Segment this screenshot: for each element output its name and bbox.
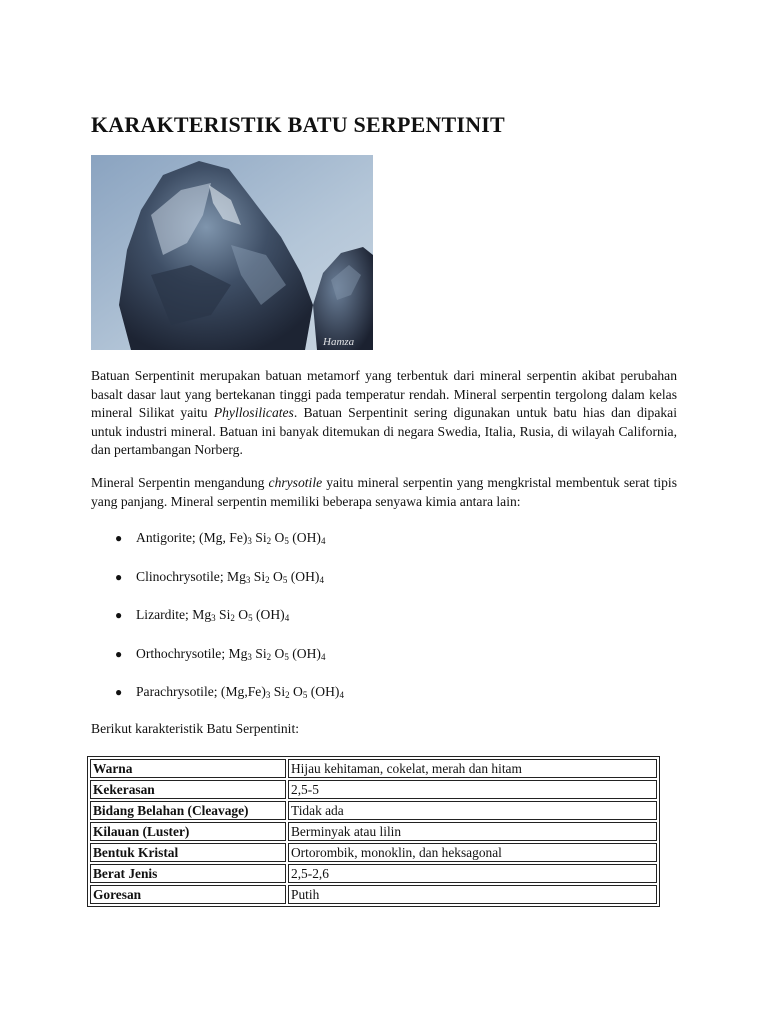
characteristics-table	[87, 756, 660, 907]
paragraph-intro-text-1: Batuan Serpentinit merupakan batuan metamorf yang terbentuk dari mineral serpentin akibat perubahan basalt dasar laut yang bertekanan tinggi pada temperatur rendah. Mineral serpentin tergolong dalam kelas mineral Silikat yaitu	[91, 368, 677, 420]
list-item: ● Antigorite; (Mg, $Fe)_3$ $Si_2$ $O_5$ $(OH)_4$	[115, 530, 326, 546]
list-item: ● Parachrysotile; $(Mg,Fe)_3$ $Si_2$ $O_5$ $(OH)_4$	[115, 684, 344, 700]
paragraph-mineral-text-2: yaitu mineral serpentin yang mengkristal membentuk serat tipis yang panjang. Mineral serpentin memiliki beberapa senyawa kimia antara lain:	[91, 475, 677, 509]
table-key: Kilauan (Luster)	[90, 822, 286, 841]
table-value: Hijau kehitaman, cokelat, merah dan hitam	[288, 759, 657, 778]
photo-watermark: Hamza	[323, 336, 355, 348]
paragraph-intro-text-2: . Batuan Serpentinit sering digunakan untuk batu hias dan dipakai untuk industri mineral. Batuan ini banyak ditemukan di negara Swedia, Italia, Rusia, di wilayah California, dan pertambangan Norberg.	[91, 405, 677, 457]
table-key: Goresan	[90, 885, 286, 904]
paragraph-intro	[91, 367, 677, 460]
table-value: Ortorombik, monoklin, dan heksagonal	[288, 843, 657, 862]
paragraph-mineral-italic: chrysotile	[268, 475, 323, 490]
table-row	[90, 759, 657, 778]
table-value: Tidak ada	[288, 801, 657, 820]
page-title: KARAKTERISTIK BATU SERPENTINIT	[91, 112, 505, 137]
table-row	[90, 843, 657, 862]
table-key: Bentuk Kristal	[90, 843, 286, 862]
table-row	[90, 801, 657, 820]
list-item: ● Orthochrysotile; $Mg_3$ $Si_2$ $O_5$ $(OH)_4$	[115, 645, 326, 662]
table-key: Kekerasan	[90, 780, 286, 799]
table-row	[90, 864, 657, 883]
list-item: ● Lizardite; $Mg_3$ $Si_2$ $O_5$ $(OH)_4$	[115, 607, 290, 623]
table-row	[90, 885, 657, 904]
list-item: ● Clinochrysotile; $Mg_3$ $Si_2$ $O_5$ $(OH)_4$	[115, 568, 324, 585]
table-intro: Berikut karakteristik Batu Serpentinit:	[91, 721, 300, 736]
serpentinite-photo	[91, 155, 373, 350]
table-key: Bidang Belahan (Cleavage)	[90, 801, 286, 820]
bullet-icon: ●	[115, 608, 123, 622]
table-value: Berminyak atau lilin	[288, 822, 657, 841]
bullet-icon: ●	[115, 685, 123, 699]
paragraph-mineral	[91, 474, 677, 511]
paragraph-mineral-text-1: Mineral Serpentin mengandung	[91, 475, 269, 490]
table-value: Putih	[288, 885, 657, 904]
table-row	[90, 822, 657, 841]
paragraph-intro-italic: Phyllosilicates	[213, 405, 294, 420]
bullet-icon: ●	[115, 569, 123, 584]
table-value: 2,5-5	[288, 780, 657, 799]
table-key: Berat Jenis	[90, 864, 286, 883]
bullet-icon: ●	[115, 531, 123, 545]
table-row	[90, 780, 657, 799]
table-key: Warna	[90, 759, 286, 778]
bullet-icon: ●	[115, 646, 123, 661]
table-value: 2,5-2,6	[288, 864, 657, 883]
mineral-list	[91, 528, 677, 721]
